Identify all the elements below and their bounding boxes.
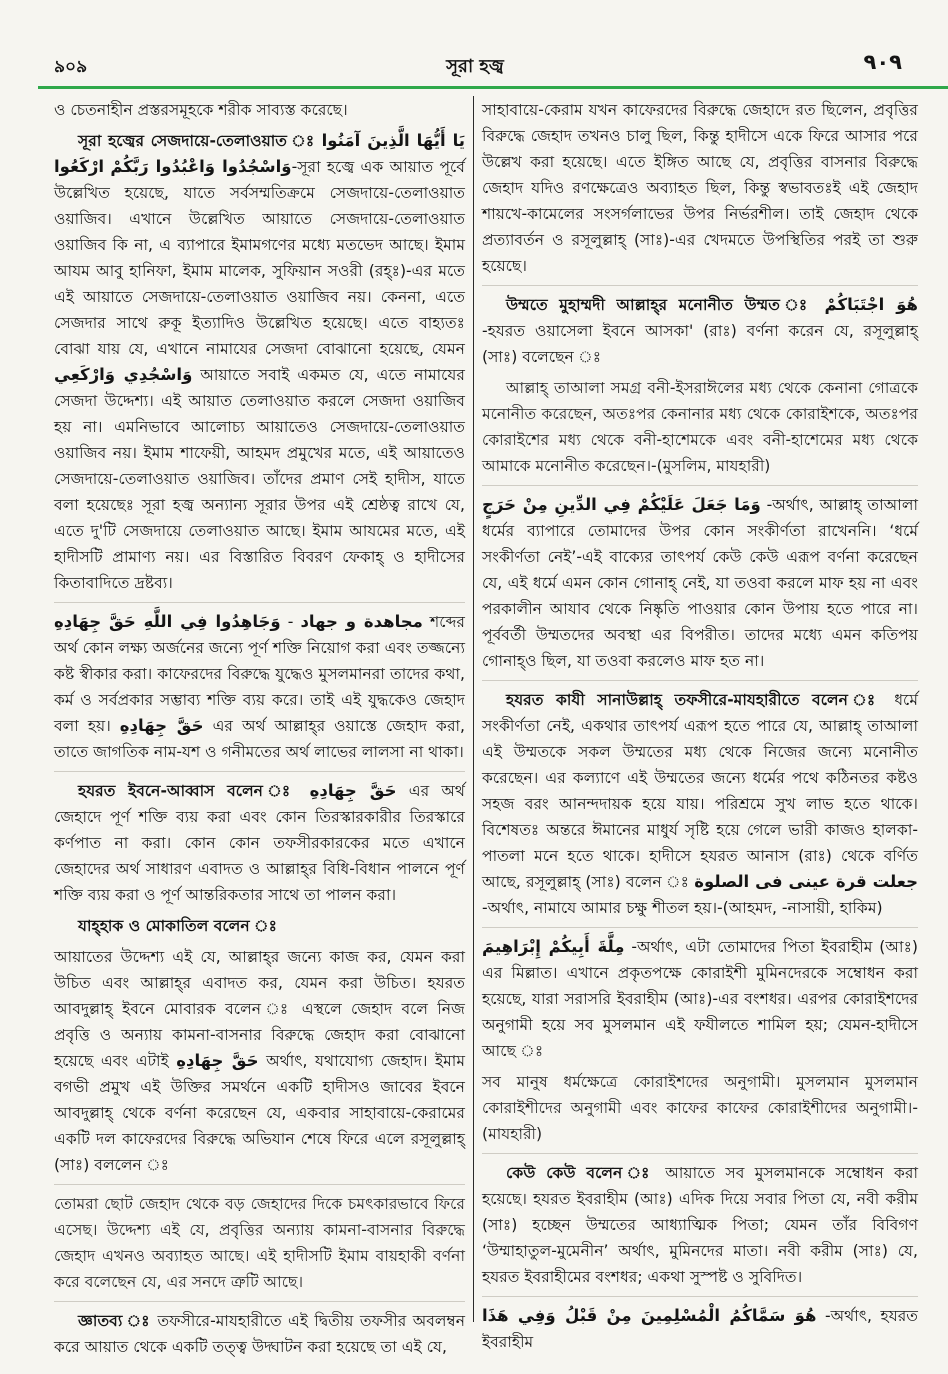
page-header	[0, 52, 948, 82]
body-text: তফসীরে-মাযহারীতে এই দ্বিতীয় তফসীর অবলম্বন করে আয়াত থেকে একটি তত্ত্ব উদ্ঘাটন করা হয়েছে তা এই যে,	[54, 1312, 465, 1356]
right-column	[482, 97, 918, 1351]
body-text: ধর্মে সংকীর্ণতা নেই, একথার তাৎপর্য এরূপ হতে পারে যে, আল্লাহ্‌ তাআলা এই উম্মতকে সকল উম্মতের মধ্য থেকে নিজের জন্যে মনোনীত করেছেন। এর কল্যাণে এই উম্মতের জন্যে ধর্মের পথে কঠিনতর কষ্টও সহজ বরং আনন্দদায়ক হয়ে যায়। পরিশ্রমে সুখ লাভ হতে থাকে। বিশেষতঃ অন্তরে ঈমানের মাধুর্য সৃষ্টি হয়ে গেলে ভারী কাজও হালকা-পাতলা মনে হতে থাকে। হাদীসে হযরত আনাস (রাঃ) থেকে বর্ণিত আছে, রসূলুল্লাহ্‌ (সাঃ) বলেন ঃ	[482, 691, 918, 891]
intro-line	[54, 97, 465, 123]
page-number-bengali: ৯০৯	[54, 57, 88, 77]
column-divider	[473, 96, 474, 1322]
hadith-text: আল্লাহ্‌ তাআলা সমগ্র বনী-ইসরাঈলের মধ্য থেকে কেনানা গোত্রকে মনোনীত করেছেন, অতঃপর কেনানার মধ্য থেকে কোরাইশকে, অতঃপর কোরাইশের মধ্য থেকে বনী-হাশেমকে এবং বনী-হাশেমের মধ্য থেকে আমাকে মনোনীত করেছেন।-(মুসলিম, মাযহারী)	[482, 379, 918, 475]
hadith-quote	[54, 1184, 465, 1295]
jihad-paragraph	[54, 602, 465, 765]
body-text: -সূরা হজ্বে এক আয়াত পূর্বে উল্লেখিত হয়েছে, যাতে সর্বসম্মতিক্রমে সেজদায়ে-তেলাওয়াত ওয়াজিব। এখানে উল্লেখিত আয়াতে সেজদায়ে-তেলাওয়াত ওয়াজিব কি না, এ ব্যাপারে ইমামগণের মধ্যে মতভেদ আছে। ইমাম আযম আবু হানিফা, ইমাম মালেক, সুফিয়ান সওরী (রহ্ঃ)-এর মতে এই আয়াতে সেজদায়ে-তেলাওয়াত ওয়াজিব নয়। কেননা, এতে সেজদার সাথে রুকূ ইত্যাদিও উল্লেখিত হয়েছে। এতে বাহ্যতঃ বোঝা যায় যে, এখানে নামাযের সেজদা বোঝানো হয়েছে, যেমন	[54, 158, 465, 358]
body-text: অর্থাৎ, যথাযোগ্য জেহাদ। ইমাম বগভী প্রমুখ এই উক্তির সমর্থনে একটি হাদীসও জাবের ইবনে আবদুল্লাহ্‌ থেকে বর্ণনা করেছেন যে, একবার সাহাবায়ে-কেরামের একটি দল কাফেরদের বিরুদ্ধে অভিযান শেষে ফিরে এলে রসূলুল্লাহ্‌ (সাঃ) বললেন ঃ	[54, 1052, 465, 1174]
ibn-abbas-heading: হযরত ইবনে-আব্বাস বলেন ঃ	[78, 782, 298, 800]
sajda-paragraph	[54, 128, 465, 596]
named-muslims-paragraph	[482, 1296, 918, 1355]
body-text: শব্দের অর্থ কোন লক্ষ্য অর্জনের জন্যে পূর্ণ শক্তি নিয়োগ করা এবং তজ্জন্যে কষ্ট স্বীকার করা। কাফেরদের বিরুদ্ধে যুদ্ধেও মুসলমানরা তাদের কথা, কর্ম ও সর্বপ্রকার সম্ভাব্য শক্তি ব্যয় করে। তাই এই যুদ্ধকেও জেহাদ বলা হয়।	[54, 613, 465, 735]
chosen-ummah-paragraph	[482, 285, 918, 370]
arabic-verse: مِلَّةَ أَبِيكُمْ إِبْرَاهِيمَ	[482, 937, 625, 956]
hadith-text: তোমরা ছোট জেহাদ থেকে বড় জেহাদের দিকে চমৎকারভাবে ফিরে এসেছ। উদ্দেশ্য এই যে, প্রবৃত্তির অন্যায় কামনা-বাসনার বিরুদ্ধে জেহাদ এখনও অব্যাহত আছে। এই হাদীসটি ইমাম বায়হাকী বর্ণনা করে বলেছেন যে, এর সনদে ত্রুটি আছে।	[54, 1195, 465, 1291]
arabic-verse: وَمَا جَعَلَ عَلَيْكُمْ فِي الدِّينِ مِنْ حَرَجٍ	[482, 495, 761, 514]
chosen-hadith-quote	[482, 375, 918, 479]
left-column	[54, 97, 466, 1356]
ibn-abbas-paragraph	[54, 771, 465, 908]
body-text: -হযরত ওয়াসেলা ইবনে আসকা' (রাঃ) বর্ণনা করেন যে, রসূলুল্লাহ্‌ (সাঃ) বলেছেন ঃ	[482, 322, 918, 366]
page-number-arabic: ٩٠٩	[863, 50, 902, 74]
arabic-hadith: جعلت قرة عينى فى الصلوة	[694, 872, 918, 891]
sajda-heading: সূরা হজ্বের সেজদায়ে-তেলাওয়াত ঃ	[78, 132, 316, 150]
continuation-paragraph	[482, 97, 918, 279]
arabic-verse: هُوَ سَمَّاكُمُ الْمُسْلِمِينَ مِنْ قَبْلُ وَفِي هَذَا	[482, 1306, 817, 1325]
body-text: -অর্থাৎ, নামাযে আমার চক্ষু শীতল হয়।-(আহমদ, -নাসায়ী, হাকিম)	[482, 899, 883, 917]
arabic-verse: وَاسْجُدِي وَارْكَعِي	[54, 365, 193, 384]
hadith-text: সব মানুষ ধর্মক্ষেত্রে কোরাইশদের অনুগামী। মুসলমান মুসলমান কোরাইশীদের অনুগামী এবং কাফের কাফের কোরাইশীদের অনুগামী।-(মাযহারী)	[482, 1073, 918, 1143]
quraish-hadith-quote	[482, 1069, 918, 1147]
qazi-paragraph	[482, 680, 918, 921]
arabic-term: مجاهدة و جهاد	[300, 612, 423, 631]
body-text: -অর্থাৎ, এটা তোমাদের পিতা ইবরাহীম (আঃ) এর মিল্লাত। এখানে প্রকৃতপক্ষে কোরাইশী মুমিনদেরকে সম্বোধন করা হয়েছে, যারা সরাসরি ইবরাহীম (আঃ)-এর বংশধর। এরপর কোরাইশদের অনুগামী হয়ে সব মুসলমান এই ফযীলতে শামিল হয়; যেমন-হাদীসে আছে ঃ	[482, 938, 918, 1060]
body-text: আয়াতের উদ্দেশ্য এই যে, আল্লাহ্‌র জন্যে কাজ কর, যেমন করা উচিত এবং আল্লাহ্‌র এবাদত কর, যেমন করা উচিত। হযরত আবদুল্লাহ্‌ ইবনে মোবারক বলেন ঃ এস্থলে জেহাদ বলে নিজ প্রবৃত্তি ও অন্যায় কামনা-বাসনার বিরুদ্ধে জেহাদ করা বোঝানো হয়েছে এবং এটাই	[54, 948, 465, 1070]
arabic-term: حَقَّ جِهَادِهِ	[119, 716, 204, 735]
intro-text: ও চেতনাহীন প্রস্তরসমূহকে শরীক সাব্যস্ত করেছে।	[54, 101, 348, 119]
arabic-verse: هُوَ اجْتَبَاكُمْ	[824, 295, 918, 314]
some-say-heading: কেউ কেউ বলেন ঃ	[506, 1164, 655, 1182]
arabic-verse: وَاسْجُدُوا وَاعْبُدُوا رَبَّكُمْ	[110, 157, 292, 176]
arabic-term: حَقَّ جِهَادِهِ	[309, 781, 397, 800]
body-text: -অর্থাৎ, হযরত ইবরাহীম	[482, 1307, 918, 1351]
dahhak-heading: যাহ্‌হাক ও মোকাতিল বলেন ঃ	[78, 917, 277, 935]
note-paragraph	[54, 1301, 465, 1360]
body-text: এর অর্থ আল্লাহ্‌র ওয়াস্তে জেহাদ করা, তাতে জাগতিক নাম-যশ ও গনীমতের অর্থ লাভের লালসা না থাকা।	[54, 717, 466, 761]
body-text: এর অর্থ জেহাদে পূর্ণ শক্তি ব্যয় করা এবং কোন তিরস্কারকারীর তিরস্কারে কর্ণপাত না করা। কোন কোন তফসীরকারকের মতে এখানে জেহাদের অর্থ সাধারণ এবাদত ও আল্লাহ্‌র বিধি-বিধান পালনে পূর্ণ শক্তি ব্যয় করা ও পূর্ণ আন্তরিকতার সাথে তা পালন করা।	[54, 782, 465, 904]
millat-paragraph	[482, 927, 918, 1064]
body-text: -অর্থাৎ, আল্লাহ্‌ তাআলা ধর্মের ব্যাপারে তোমাদের উপর কোন সংকীর্ণতা রাখেননি। ‘ধর্মে সংকীর্ণতা নেই’-এই বাক্যের তাৎপর্য কেউ কেউ এরূপ বর্ণনা করেছেন যে, এই ধর্মে এমন কোন গোনাহ্‌ নেই, যা তওবা করলে মাফ হয় না এবং পরকালীন আযাব থেকে নিষ্কৃতি পাওয়ার কোন উপায় হতে পারে না। পূর্ববর্তী উম্মতদের অবস্থা এর বিপরীত। তাদের মধ্যে এমন কতিপয় গোনাহ্‌ও ছিল, যা তওবা করলেও মাফ হত না।	[482, 496, 918, 670]
dahhak-paragraph	[54, 944, 465, 1178]
arabic-verse: يَا أَيُّهَا الَّذِينَ آمَنُوا ارْكَعُوا	[54, 131, 465, 176]
note-heading: জ্ঞাতব্য ঃ	[78, 1312, 152, 1330]
arabic-verse: وَجَاهِدُوا فِي اللَّهِ حَقَّ جِهَادِهِ	[54, 612, 281, 631]
surah-title: সূরা হজ্ব	[446, 56, 504, 77]
arabic-term: حَقَّ جِهَادِهِ	[176, 1051, 259, 1070]
body-text: সাহাবায়ে-কেরাম যখন কাফেরদের বিরুদ্ধে জেহাদে রত ছিলেন, প্রবৃত্তির বিরুদ্ধে জেহাদ তখনও চালু ছিল, কিন্তু হাদীসে একে ফিরে আসার পরে উল্লেখ করা হয়েছে। এতে ইঙ্গিত আছে যে, প্রবৃত্তির বাসনার বিরুদ্ধে জেহাদ যদিও রণক্ষেত্রেও অব্যাহত ছিল, কিন্তু স্বভাবতঃই এই জেহাদ শায়খে-কামেলের সংসর্গলাভের উপর নির্ভরশীল। তাই জেহাদ থেকে প্রত্যাবর্তন ও রসূলুল্লাহ্‌ (সাঃ)-এর খেদমতে উপস্থিতির পরই তা শুরু হয়েছে।	[482, 101, 918, 275]
no-hardship-paragraph	[482, 485, 918, 674]
body-text: আয়াতে সব মুসলমানকে সম্বোধন করা হয়েছে। হযরত ইবরাহীম (আঃ) এদিক দিয়ে সবার পিতা যে, নবী করীম (সাঃ) হচ্ছেন উম্মতের আধ্যাত্মিক পিতা; যেমন তাঁর বিবিগণ ‘উম্মাহাতুল-মুমেনীন’ অর্থাৎ, মুমিনদের মাতা। নবী করীম (সাঃ) যে, হযরত ইবরাহীমের বংশধর; একথা সুস্পষ্ট ও সুবিদিত।	[482, 1164, 918, 1286]
chosen-ummah-heading: উম্মতে মুহাম্মদী আল্লাহ্‌র মনোনীত উম্মত ঃ	[506, 296, 814, 314]
header-rule	[38, 86, 948, 89]
dash-text: -	[280, 613, 301, 631]
body-text: আয়াতে সবাই একমত যে, এতে নামাযের সেজদা উদ্দেশ্য। এই আয়াত তেলাওয়াত করলে সেজদা ওয়াজিব হয় না। এমনিভাবে আলোচ্য আয়াতেও সেজদায়ে-তেলাওয়াত ওয়াজিব নয়। ইমাম শাফেয়ী, আহমদ প্রমুখের মতে, এই আয়াতেও সেজদায়ে-তেলাওয়াত ওয়াজিব। তাঁদের প্রমাণ সেই হাদীস, যাতে বলা হয়েছেঃ সূরা হজ্ব অন্যান্য সূরার উপর এই শ্রেষ্ঠত্ব রাখে যে, এতে দু'টি সেজদায়ে তেলাওয়াত আছে। ইমাম আযমের মতে, এই হাদীসটি প্রামাণ্য নয়। এর বিস্তারিত বিবরণ ফেকাহ্‌ ও হাদীসের কিতাবাদিতে দ্রষ্টব্য।	[54, 366, 465, 592]
dahhak-heading-line	[54, 913, 465, 939]
some-say-paragraph	[482, 1153, 918, 1290]
qazi-heading: হযরত কাযী সানাউল্লাহ্‌ তফসীরে-মাযহারীতে বলেন ঃ	[506, 691, 883, 709]
